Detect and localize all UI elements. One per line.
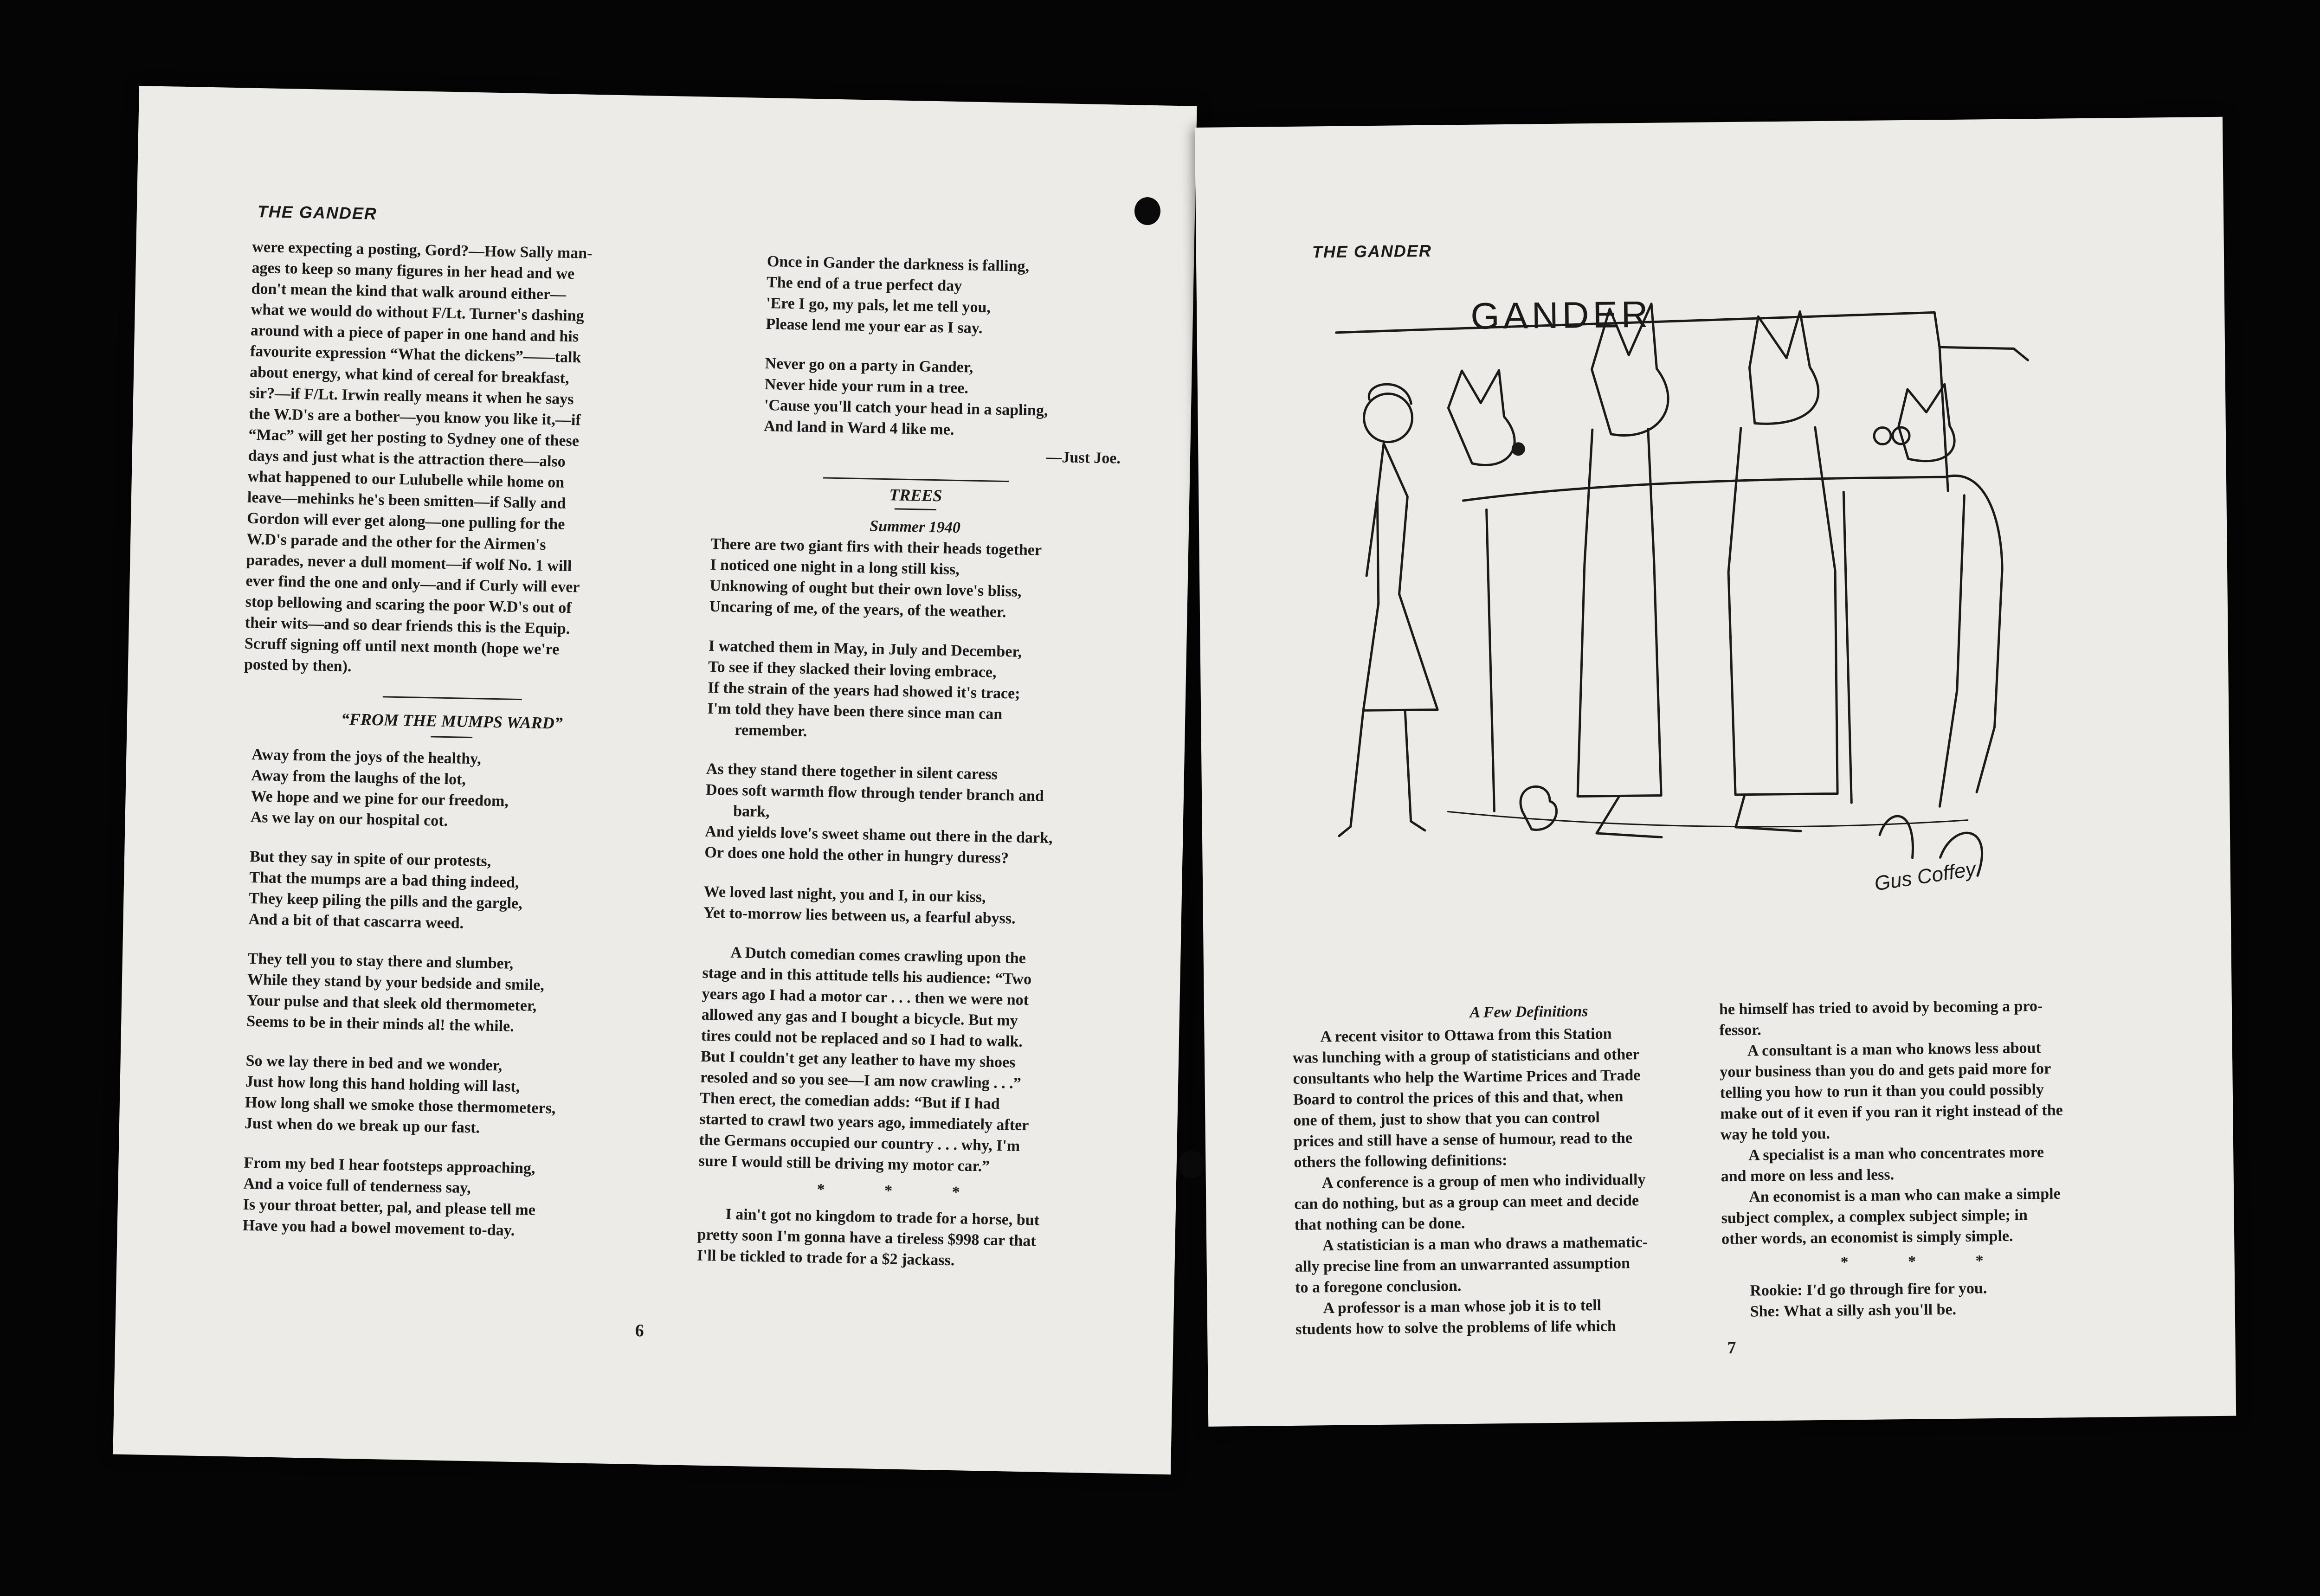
text-line: consultants who help the Wartime Prices and Trade (1293, 1067, 1641, 1088)
text-line: that nothing can be done. (1294, 1215, 1465, 1234)
text-line: sir?—if F/Lt. Irwin really means it when he says (249, 384, 574, 408)
poem-line: Your pulse and that sleek old thermometer, (246, 991, 537, 1015)
text-line: can do nothing, but as a group can meet and decide (1294, 1192, 1639, 1213)
text-line: what happened to our Lulubelle while home on (247, 468, 565, 491)
mumps-poem (233, 744, 660, 1244)
divider (383, 696, 522, 700)
punch-hole (1134, 197, 1160, 225)
poem-line: remember. (735, 721, 807, 740)
gossip-paragraph (244, 237, 670, 683)
poem-line: I'm told they have been there since man can (707, 700, 1003, 723)
trees-subtitle: Summer 1940 (869, 517, 961, 537)
poem-line: But they say in spite of our protests, (249, 848, 491, 870)
poem-line: There are two giant firs with their heads together (710, 535, 1042, 559)
poem-stanza (246, 948, 656, 1040)
text-line: stop bellowing and scaring the poor W.D's out of (245, 593, 572, 617)
poem-stanza (709, 534, 1119, 625)
text-line: what we would do without F/Lt. Turner's dashing (251, 301, 584, 325)
divider (431, 736, 472, 738)
poem-line: We loved last night, you and I, in our kiss, (703, 883, 986, 906)
text-line: A recent visitor to Ottawa from this Station (1320, 1025, 1612, 1046)
separator-stars: * * * (817, 1181, 988, 1202)
separator-stars: * * * (1840, 1252, 2011, 1271)
text-line: Gordon will ever get along—one pulling for the (246, 509, 565, 533)
poem-line: Just when do we break up our fast. (244, 1114, 480, 1137)
poem-line: As they stand there together in silent caress (706, 760, 998, 783)
left-page (113, 86, 1197, 1474)
poem-stanza (245, 1050, 654, 1142)
text-line: were expecting a posting, Gord?—How Sally man- (252, 238, 593, 262)
text-line: stage and in this attitude tells his audience: “Two (702, 964, 1032, 988)
rookie-line: Rookie: I'd go through fire for you. (1750, 1280, 1987, 1300)
poem-line: We hope and we pine for our freedom, (251, 787, 509, 810)
text-line: fessor. (1719, 1021, 1761, 1039)
poem-line: Away from the laughs of the lot, (251, 766, 466, 788)
poem-line: Uncaring of me, of the years, of the weather. (709, 598, 1006, 621)
comedian-paragraph (698, 942, 1111, 1179)
poem-line: 'Ere I go, my pals, let me tell you, (766, 295, 991, 316)
text-line: and more on less and less. (1721, 1166, 1895, 1185)
poem-line: From my bed I hear footsteps approaching, (244, 1154, 535, 1177)
poem-line: Is your throat better, pal, and please tell me (243, 1196, 536, 1219)
poem-line: They keep piling the pills and the gargle, (249, 889, 523, 913)
text-line: other words, an economist is simply simple. (1721, 1227, 2013, 1248)
poem-line: Seems to be in their minds al! the while. (246, 1012, 515, 1035)
text-line: A specialist is a man who concentrates more (1748, 1143, 2044, 1164)
poem-line: How long shall we smoke those thermometers, (245, 1094, 556, 1117)
poem-signature: —Just Joe. (1046, 448, 1121, 467)
text-line: way he told you. (1720, 1125, 1830, 1144)
poem-line: And a voice full of tenderness say, (243, 1175, 471, 1197)
text-line: subject complex, a complex subject simple; in (1721, 1206, 2028, 1227)
poem-line: I watched them in May, in July and December, (708, 637, 1022, 661)
text-line: posted by then). (244, 656, 352, 676)
poem-line: Just how long this hand holding will last, (245, 1073, 520, 1096)
text-line: allowed any gas and I bought a bicycle. But my (701, 1006, 1018, 1030)
text-line: days and just what is the attraction there—also (248, 447, 566, 470)
cartoon-signature: Gus Coffey (1873, 857, 1978, 895)
right-column-1 (1292, 1022, 1713, 1339)
poem-stanza (703, 882, 1113, 931)
text-line: parades, never a dull moment—if wolf No. 1 will (246, 551, 572, 575)
page-number: 6 (635, 1321, 644, 1341)
divider (895, 508, 936, 510)
poem-line: Yet to-morrow lies between us, a fearful abyss. (703, 904, 1016, 927)
poem-line: So we lay there in bed and we wonder, (245, 1052, 503, 1075)
poem-line: That the mumps are a bad thing indeed, (249, 869, 519, 892)
poem-line: And yields love's sweet shame out there in the dark, (705, 823, 1053, 847)
text-line: Board to control the prices of this and that, when (1293, 1088, 1624, 1108)
right-page (1195, 117, 2236, 1427)
text-line: ally precise line from an unwarranted assumption (1295, 1255, 1630, 1275)
kingdom-paragraph (696, 1203, 1106, 1274)
trees-title: TREES (889, 485, 942, 505)
text-line: A conference is a group of men who individually (1321, 1171, 1646, 1192)
text-line: to a foregone conclusion. (1295, 1277, 1462, 1296)
text-line: leave—mehinks he's been smitten—if Sally and (247, 489, 566, 512)
text-line: Then erect, the comedian adds: “But if I had (699, 1089, 1000, 1113)
text-line: A consultant is a man who knows less about (1747, 1039, 2042, 1060)
poem-line: Have you had a bowel movement to-day. (242, 1216, 515, 1239)
text-line: prices and still have a sense of humour, read to the (1293, 1129, 1633, 1150)
poem-line: Unknowing of ought but their own love's bliss, (709, 577, 1022, 600)
text-line: was lunching with a group of statisticians and other (1292, 1046, 1640, 1067)
text-line: others the following definitions: (1294, 1152, 1508, 1171)
poem-line: Never go on a party in Gander, (765, 355, 973, 376)
text-line: ever find the one and only—and if Curly will ever (245, 572, 580, 596)
wolves-at-bar-cartoon (1331, 272, 2061, 915)
poem-line: 'Cause you'll catch your head in a sapling, (764, 396, 1048, 419)
she-line: She: What a silly ash you'll be. (1750, 1300, 1957, 1320)
text-line: don't mean the kind that walk around either— (251, 280, 567, 303)
poem-line: And land in Ward 4 like me. (763, 417, 954, 438)
right-column-2 (1719, 995, 2131, 1322)
text-line: Scruff signing off until next month (hope we're (244, 635, 560, 658)
left-page-header: THE GANDER (257, 201, 378, 223)
mumps-poem-title: “FROM THE MUMPS WARD” (341, 709, 563, 733)
poem-stanza (707, 636, 1117, 748)
text-line: An economist is a man who can make a simple (1749, 1185, 2061, 1206)
poem-line: bark, (733, 802, 770, 821)
poem-line: Never hide your rum in a tree. (764, 375, 969, 397)
text-line: sure I would still be driving my motor car.” (698, 1152, 990, 1175)
text-line: started to crawl two years ago, immediately after (699, 1110, 1029, 1134)
text-line: A Dutch comedian comes crawling upon the (730, 944, 1026, 967)
right-page-header: THE GANDER (1312, 241, 1432, 262)
poem-stanza (764, 353, 1122, 444)
text-line: favourite expression “What the dickens”——talk (250, 342, 581, 367)
poem-line: As we lay on our hospital cot. (250, 808, 448, 830)
text-line: he himself has tried to avoid by becoming a pro- (1719, 997, 2043, 1018)
page-number: 7 (1727, 1338, 1736, 1358)
left-column-1 (233, 237, 670, 1262)
text-line: tires could not be replaced and so I had to walk. (701, 1027, 1023, 1050)
poem-line: Away from the joys of the healthy, (251, 746, 482, 768)
text-line: W.D's parade and the other for the Airmen's (246, 530, 546, 554)
poem-line: To see if they slacked their loving embrace, (708, 658, 997, 681)
text-line: their wits—and so dear friends this is the Equip. (245, 614, 570, 638)
poem-line: While they stand by your bedside and smile, (247, 971, 545, 994)
text-line: But I couldn't get any leather to have my shoes (700, 1048, 1016, 1071)
text-line: students how to solve the problems of life which (1295, 1317, 1617, 1338)
text-line: A statistician is a man who draws a mathematic- (1322, 1233, 1648, 1255)
definitions-continued (1719, 995, 2130, 1249)
text-line: one of them, just to show that you can control (1293, 1108, 1600, 1129)
poem-line: Or does one hold the other in hungry duress? (704, 843, 1009, 867)
punch-hole (1179, 1151, 1205, 1178)
text-line: years ago I had a motor car . . . then we were not (702, 985, 1029, 1009)
definitions-title: A Few Definitions (1469, 1003, 1588, 1021)
text-line: your business than you do and gets paid more for (1720, 1060, 2051, 1081)
poem-stanza (766, 251, 1124, 341)
text-line: pretty soon I'm gonna have a tireless $998 car that (697, 1226, 1036, 1250)
left-column-2 (696, 250, 1124, 1274)
text-line: resoled and so you see—I am now crawling . . .” (700, 1068, 1022, 1092)
poem-line: The end of a true perfect day (766, 274, 962, 295)
text-line: telling you how to run it than you could possibly (1720, 1081, 2044, 1102)
poem-line: If the strain of the years had showed it's trace; (707, 679, 1020, 702)
poem-line: I noticed one night in a long still kiss, (710, 556, 960, 579)
text-line: “Mac” will get her posting to Sydney one of these (248, 426, 580, 450)
text-line: the Germans occupied our country . . . why, I'm (699, 1131, 1020, 1155)
text-line: around with a piece of paper in one hand and his (250, 322, 579, 346)
text-line: I ain't got no kingdom to trade for a horse, but (725, 1205, 1040, 1229)
text-line: the W.D's are a bother—you know you like it,—if (249, 405, 581, 429)
text-line: make out of it even if you ran it right instead of the (1720, 1101, 2063, 1123)
divider (823, 477, 1009, 482)
poem-line: Once in Gander the darkness is falling, (767, 253, 1030, 275)
cartoon-sign-text: GANDER (1470, 293, 1652, 337)
poem-line: Does soft warmth flow through tender branch and (705, 781, 1044, 805)
trees-poem (703, 534, 1119, 931)
text-line: I'll be tickled to trade for a $2 jackass. (696, 1247, 955, 1269)
poem-stanza (242, 1152, 652, 1244)
poem-stanza (248, 846, 658, 938)
text-line: about energy, what kind of cereal for breakfast, (249, 363, 569, 387)
text-line: ages to keep so many figures in her head and we (251, 259, 575, 283)
poem-stanza (704, 759, 1115, 871)
poem-line: Please lend me your ear as I say. (766, 315, 983, 337)
poem-stanza (250, 744, 660, 836)
poem-line: And a bit of that cascarra weed. (248, 910, 464, 932)
poem-line: They tell you to stay there and slumber, (247, 950, 514, 972)
text-line: A professor is a man whose job it is to tell (1323, 1296, 1602, 1317)
gander-poem (713, 250, 1125, 444)
